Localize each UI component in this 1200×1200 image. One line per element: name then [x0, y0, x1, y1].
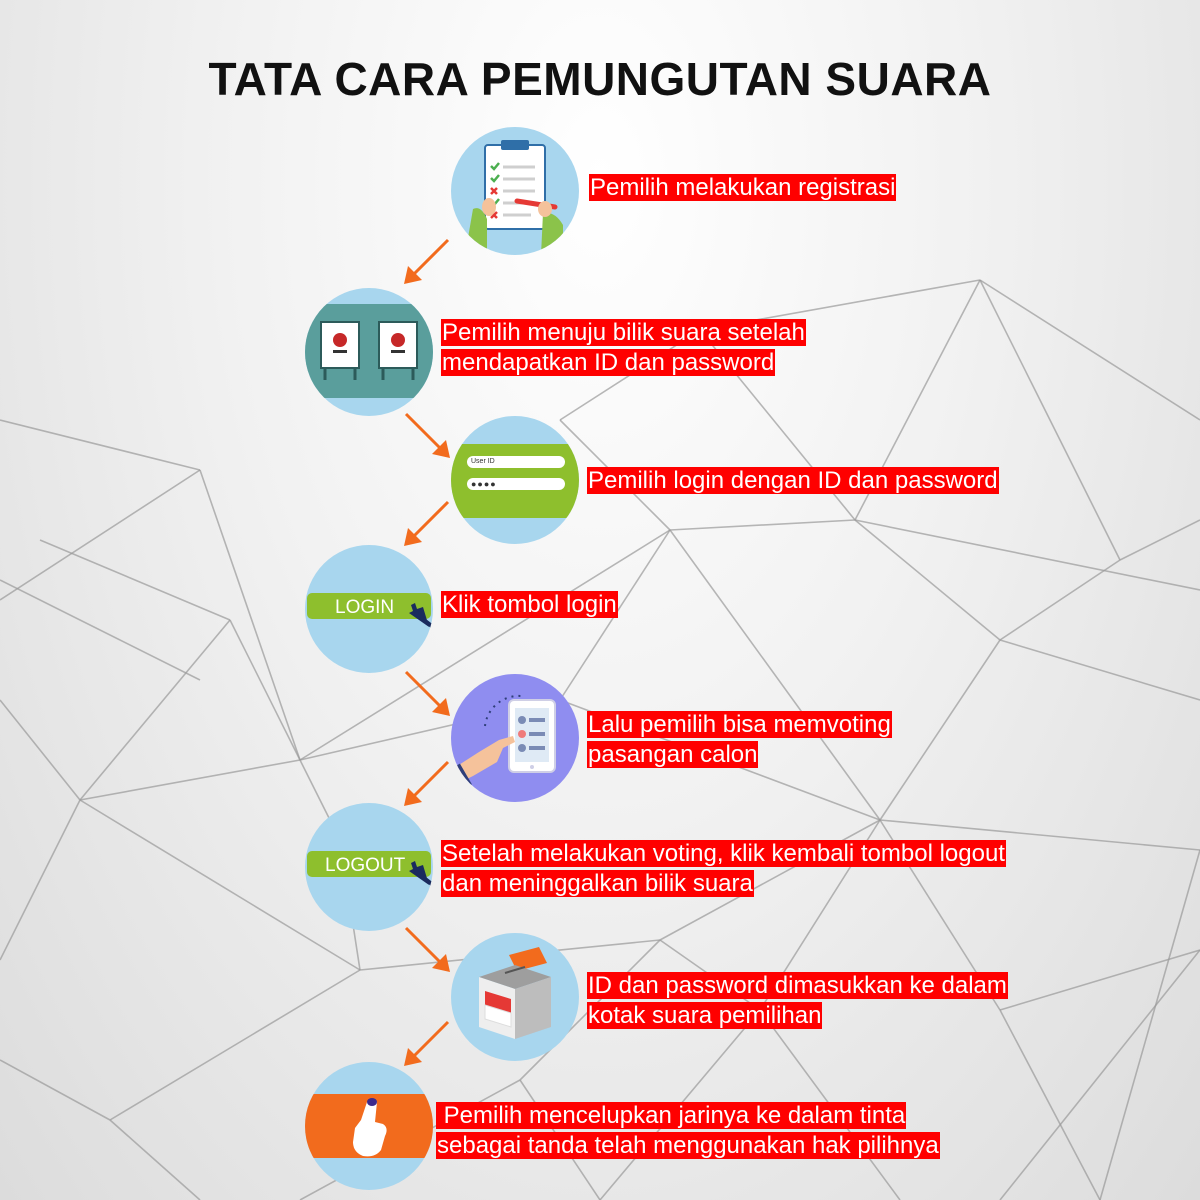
tablet-touch-vote-icon [451, 674, 579, 802]
mesh-line [0, 470, 200, 600]
arrow-down-left-icon [398, 234, 454, 290]
step-6-label: Setelah melakukan voting, klik kembali tombol logout dan meninggalkan bilik suara [442, 840, 1005, 897]
arrow-down-left-icon [398, 496, 454, 552]
mesh-line [0, 420, 200, 470]
mesh-line [1000, 1010, 1100, 1200]
mesh-line [0, 800, 80, 960]
login-button-label: LOGIN [335, 597, 395, 618]
ink-finger-icon [305, 1062, 433, 1190]
mesh-line [670, 520, 855, 530]
mesh-line [110, 1120, 200, 1200]
mesh-line [1100, 850, 1200, 1200]
mesh-line [1000, 950, 1200, 1010]
password-mask: ●●●● [471, 479, 497, 489]
user-id-field-label: User ID [471, 458, 495, 465]
mesh-line [0, 1060, 110, 1120]
mesh-line [230, 620, 300, 760]
mesh-line [1000, 950, 1200, 1200]
mesh-line [0, 700, 80, 800]
step-1-label: Pemilih melakukan registrasi [590, 174, 896, 201]
step-2-label: Pemilih menuju bilik suara setelah mendapatkan ID dan password [442, 319, 805, 376]
step-2-illustration [305, 288, 433, 416]
mesh-line [40, 540, 230, 620]
mesh-line [80, 620, 230, 800]
step-8-illustration [305, 1062, 433, 1190]
step-3-label: Pemilih login dengan ID dan password [588, 467, 998, 494]
step-6-illustration [305, 803, 433, 931]
arrow-down-right-icon [400, 666, 456, 722]
step-8-label: Pemilih mencelupkan jarinya ke dalam tinta sebagai tanda telah menggunakan hak pilihnya [437, 1102, 939, 1159]
mesh-line [855, 520, 1200, 590]
step-5-illustration [451, 674, 579, 802]
mesh-line [880, 640, 1000, 820]
clipboard-registration-icon [451, 127, 579, 255]
logout-button-label: LOGOUT [325, 855, 406, 876]
step-5-label: Lalu pemilih bisa memvoting pasangan calon [588, 711, 891, 768]
mesh-line [200, 470, 300, 760]
arrow-down-right-icon [400, 408, 456, 464]
step-1-illustration [451, 127, 579, 255]
mesh-line [1120, 520, 1200, 560]
ballot-box-icon [451, 933, 579, 1061]
mesh-line [670, 530, 880, 820]
mesh-line [1000, 640, 1200, 700]
step-3-illustration [451, 416, 579, 544]
mesh-line [980, 280, 1200, 420]
arrow-down-right-icon [400, 922, 456, 978]
mesh-line [1000, 560, 1120, 640]
page-title: TATA CARA PEMUNGUTAN SUARA [208, 53, 992, 105]
mesh-line [855, 520, 1000, 640]
mesh-line [980, 280, 1120, 560]
voting-booth-icon [305, 288, 433, 416]
step-4-label: Klik tombol login [442, 591, 617, 618]
mesh-line [80, 760, 300, 800]
step-7-label: ID dan password dimasukkan ke dalam kotak suara pemilihan [588, 972, 1007, 1029]
step-7-illustration [451, 933, 579, 1061]
step-4-illustration [305, 545, 433, 673]
